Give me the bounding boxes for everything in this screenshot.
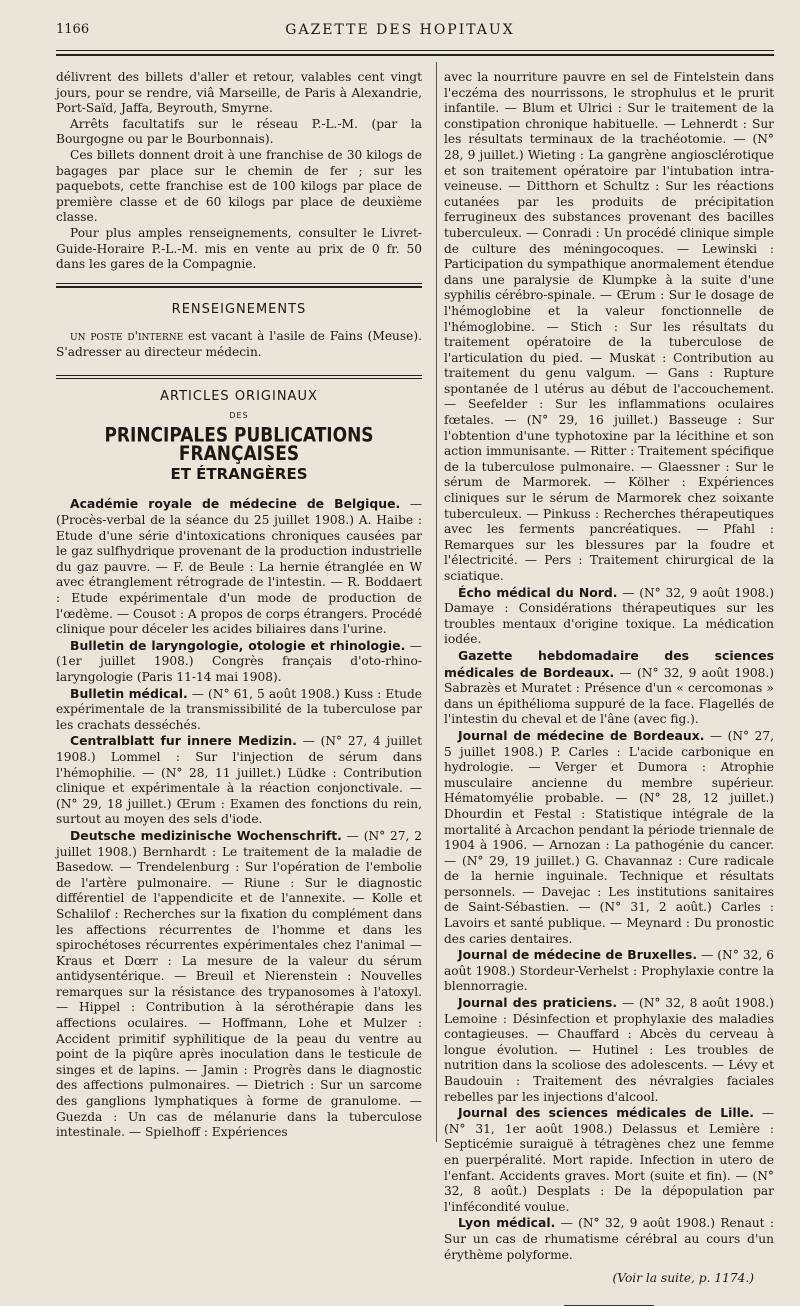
entry-text: — (N° 31, 1er août 1908.) Delassus et Lemière : Septicémie suraiguë à tétragènes chez une femme en puerpéralité. Mort rapide. Infection in utero de l'enfant. Accidents graves. Mort (suite et fin). — (N° 32, 8 août.) Desplats : De la dépopulation par l'infécondité voulue. [444, 1106, 775, 1214]
journal-name: Lyon médical. [458, 1215, 556, 1231]
journal-name: Journal de médecine de Bordeaux. [458, 727, 705, 743]
page-number: 1166 [56, 22, 90, 37]
articles-heading: ARTICLES ORIGINAUX [160, 388, 318, 404]
entry-text: — (N° 32, 9 août 1908.) Renaut : Sur un cas de rhumatisme cérébral au cours d'un érythème polyforme. [444, 1216, 774, 1262]
paragraph: Pour plus amples renseignements, consulter le Livret-Guide-Horaire P.-L.-M. mis en vente au prix de 0 fr. 50 dans les gares de la Compagnie. [56, 225, 422, 272]
renseignements-notice [56, 329, 422, 360]
continuation-note: (Voir la suite, p. 1174.) [612, 1271, 754, 1286]
journal-entry [444, 995, 774, 1105]
notice-text: est vacant à l'asile de Fains (Meuse). S'adresser au directeur médecin. [56, 329, 422, 359]
journal-entry [444, 648, 774, 728]
entry-text: — (N° 32, 8 août 1908.) Lemoine : Désinfection et prophylaxie des maladies contagieuses. — Chauffard : Abcès du cerveau à longue évolution. — Hutinel : Les troubles de nutrition dans la scoliose des adolescents. — Lévy et Baudouin : Traitement des névralgies faciales rebelles par les injections d'alcool. [444, 996, 774, 1104]
header-rule [56, 50, 774, 51]
journal-entry [56, 733, 422, 828]
journal-entry [444, 947, 774, 995]
journal-entry [56, 686, 422, 734]
journal-name: Journal de médecine de Bruxelles. [458, 947, 698, 963]
entry-text: — (N° 32, 6 août 1908.) Stordeur-Verhelst : Prophylaxie contre la blennorragie. [444, 948, 774, 994]
journal-name: Journal des praticiens. [458, 995, 618, 1011]
journal-entry [56, 638, 422, 686]
header-rule-thick [56, 54, 774, 56]
paragraph: Ces billets donnent droit à une franchise de 30 kilogs de bagages par place sur le chemin de fer ; sur les paquebots, cette franchise est de 100 kilogs par place de première classe et de 60 kilogs par place de deuxième classe. [56, 147, 422, 225]
entry-text: — (N° 27, 2 juillet 1908.) Bernhardt : Le traitement de la maladie de Basedow. — Trendelenburg : Sur l'opération de l'embolie de l'artère pulmonaire. — Riune : Sur le diagnostic différentiel de l'appendicite et de l'annexite. — Kolle et Schalilof : Recherches sur la fixation du complément dans les affections récurrentes de l'homme et dans les spirochétoses récurrentes expérimentales chez l'animal — Kraus et Dœrr : La mesure de la valeur du sérum antidysentérique. — Breuil et Nierenstein : Nouvelles remarques sur la résistance des trypanosomes à l'atoxyl. — Hippel : Contribution à la sérothérapie dans les affections oculaires. — Hoffmann, Lohe et Mulzer : Accident primitif syphilitique de la peau du ventre au point de la piqûre après inoculation dans le testicule de singes et de lapins. — Jamin : Progrès dans le diagnostic des affections pulmonaires. — Dietrich : Sur un sarcome des ganglions lymphatiques à forme de granulome. — Guezda : Un cas de mélanurie dans la tuberculose intestinale. — Spielhoff : Expériences [56, 828, 422, 1140]
journal-entry [444, 1215, 774, 1263]
journal-name: Académie royale de médecine de Belgique. [70, 496, 401, 512]
journal-name: Écho médical du Nord. [458, 584, 618, 600]
section-rule [56, 283, 422, 288]
left-column [56, 70, 422, 1141]
journal-entry [444, 728, 774, 947]
entry-text: — (N° 27, 5 juillet 1908.) P. Carles : L'acide carbonique en hydrologie. — Verger et Dumora : Atrophie musculaire ancienne du membre supérieur. Hématomyélie probable. — (N° 28, 12 juillet.) Dhourdin et Festal : Statistique intégrale de la mortalité à Arcachon pendant la période triennale de 1904 à 1906. — Arnozan : La pathogénie du cancer. — (N° 29, 19 juillet.) G. Chavannaz : Cure radicale de la hernie inguinale. Technique et résultats personnels. — Davejac : Les institutions sanitaires de Saint-Sébastien. — (N° 31, 2 août.) Carles : Lavoirs et santé publique. — Meynard : Du pronostic des caries dentaires. [444, 728, 774, 946]
paragraph: Arrêts facultatifs sur le réseau P.-L.-M. (par la Bourgogne ou par le Bourbonnais). [56, 116, 422, 147]
journal-title: GAZETTE DES HOPITAUX [285, 22, 515, 38]
entry-text: — (N° 32, 9 août 1908.) Sabrazès et Muratet : Présence d'un « cercomonas » dans un épithélioma suppuré de la face. Flagellés de l'intestin du cheval et de l'âne (avec fig.). [444, 665, 774, 727]
journal-name: Journal des sciences médicales de Lille. [458, 1105, 754, 1121]
articles-heading-sub: ET ÉTRANGÈRES [170, 464, 308, 483]
entry-text: — (N° 27, 4 juillet 1908.) Lommel : Sur l'injection de sérum dans l'hémophilie. — (N° 28, 11 juillet.) Lüdke : Contribution clinique et expérimentale à la réaction conjonctivale. — (N° 29, 18 juillet.) Œrum : Examen des fonctions du rein, surtout au moyen des sels d'iode. [56, 734, 423, 827]
journal-entry [56, 828, 422, 1141]
journal-name: Bulletin médical. [70, 685, 188, 701]
entry-text: — (N° 61, 5 août 1908.) Kuss : Etude expérimentale de la transmissibilité de la tuberculose par les crachats desséchés. [56, 686, 422, 732]
paragraph: délivrent des billets d'aller et retour, valables cent vingt jours, pour se rendre, viâ Marseille, de Paris à Alexandrie, Port-Saïd, Jaffa, Beyrouth, Smyrne. [56, 70, 422, 116]
articles-heading-main: PRINCIPALES PUBLICATIONS FRANÇAISES [104, 423, 374, 465]
column-divider [436, 62, 437, 1142]
renseignements-heading: RENSEIGNEMENTS [171, 301, 307, 317]
articles-heading-des: DES [229, 411, 249, 421]
journal-name: Centralblatt fur innere Medizin. [70, 733, 297, 749]
section-rule [56, 375, 422, 379]
journal-entry [444, 585, 774, 648]
entry-text: — (N° 32, 9 août 1908.) Damaye : Considérations thérapeutiques sur les troubles mentaux d'origine toxique. La médication iodée. [444, 585, 775, 647]
paragraph-continued: avec la nourriture pauvre en sel de Fintelstein dans l'eczéma des nourrissons, le strophulus et le prurit infantile. — Blum et Ulrici : Sur le traitement de la constipation chronique habituelle. — Lehnerdt : Sur les résultats terminaux de la trachéotomie. — (N° 28, 9 juillet.) Wieting : La gangrène angiosclérotique et son traitement opératoire par l'intubation intra-veineuse. — Ditthorn et Schultz : Sur les réactions cutanées par les produits de précipitation ferrugineux des substances provenant des bacilles tuberculeux. — Conradi : Un procédé clinique simple de culture des méningocoques. — Lewinski : Participation du sympathique anormalement étendue dans une paralysie de Klumpke à la suite d'une syphilis cérébro-spinale. — Œrum : Sur le dosage de l'hémoglobine et la valeur fonctionnelle de l'hémoglobine. — Stich : Sur les résultats du traitement opératoire de la tuberculose de l'articulation du pied. — Muskat : Contribution au traitement du genu valgum. — Gans : Rupture spontanée de l utérus au début de l'accouchement. — Seefelder : Sur les inflammations oculaires fœtales. — (N° 29, 16 juillet.) Basseuge : Sur l'obtention d'une typhotoxine par la lécithine et son action immunisante. — Ritter : Traitement spécifique de la tuberculose pulmonaire. — Glaessner : Sur le sérum de Marmorek. — Kölher : Expériences cliniques sur le sérum de Marmorek chez soixante tuberculeux. — Pinkuss : Recherches thérapeutiques avec les ferments pancréatiques. — Pfahl : Remarques sur les blessures par la foudre et l'électricité. — Pers : Traitement chirurgical de la sciatique. [444, 70, 774, 583]
entry-text: — (Procès-verbal de la séance du 25 juillet 1908.) A. Haibe : Etude d'une série d'intoxications chroniques causées par le gaz sulfhydrique provenant de la production industrielle du gaz pauvre. — F. de Beule : La hernie étranglée en W avec étranglement rétrograde de l'intestin. — R. Boddaert : Etude expérimentale d'un mode de production de l'œdème. — Cousot : A propos de corps étrangers. Procédé clinique pour déceler les acides biliaires dans l'urine. [56, 497, 423, 637]
journal-entry [56, 496, 422, 637]
journal-entry [444, 1105, 774, 1215]
notice-lead: un poste d'interne [70, 329, 184, 344]
journal-name: Deutsche medizinische Wochenschrift. [70, 827, 342, 843]
entry-text: — (1er juillet 1908.) Congrès français d'oto-rhino-laryngologie (Paris 11-14 mai 1908). [56, 638, 422, 684]
right-column [444, 70, 774, 1306]
journal-name: Bulletin de laryngologie, otologie et rhinologie. [70, 637, 406, 653]
page-header [0, 22, 800, 46]
journal-name: Gazette hebdomadaire des sciences médicales de Bordeaux. [444, 647, 774, 680]
